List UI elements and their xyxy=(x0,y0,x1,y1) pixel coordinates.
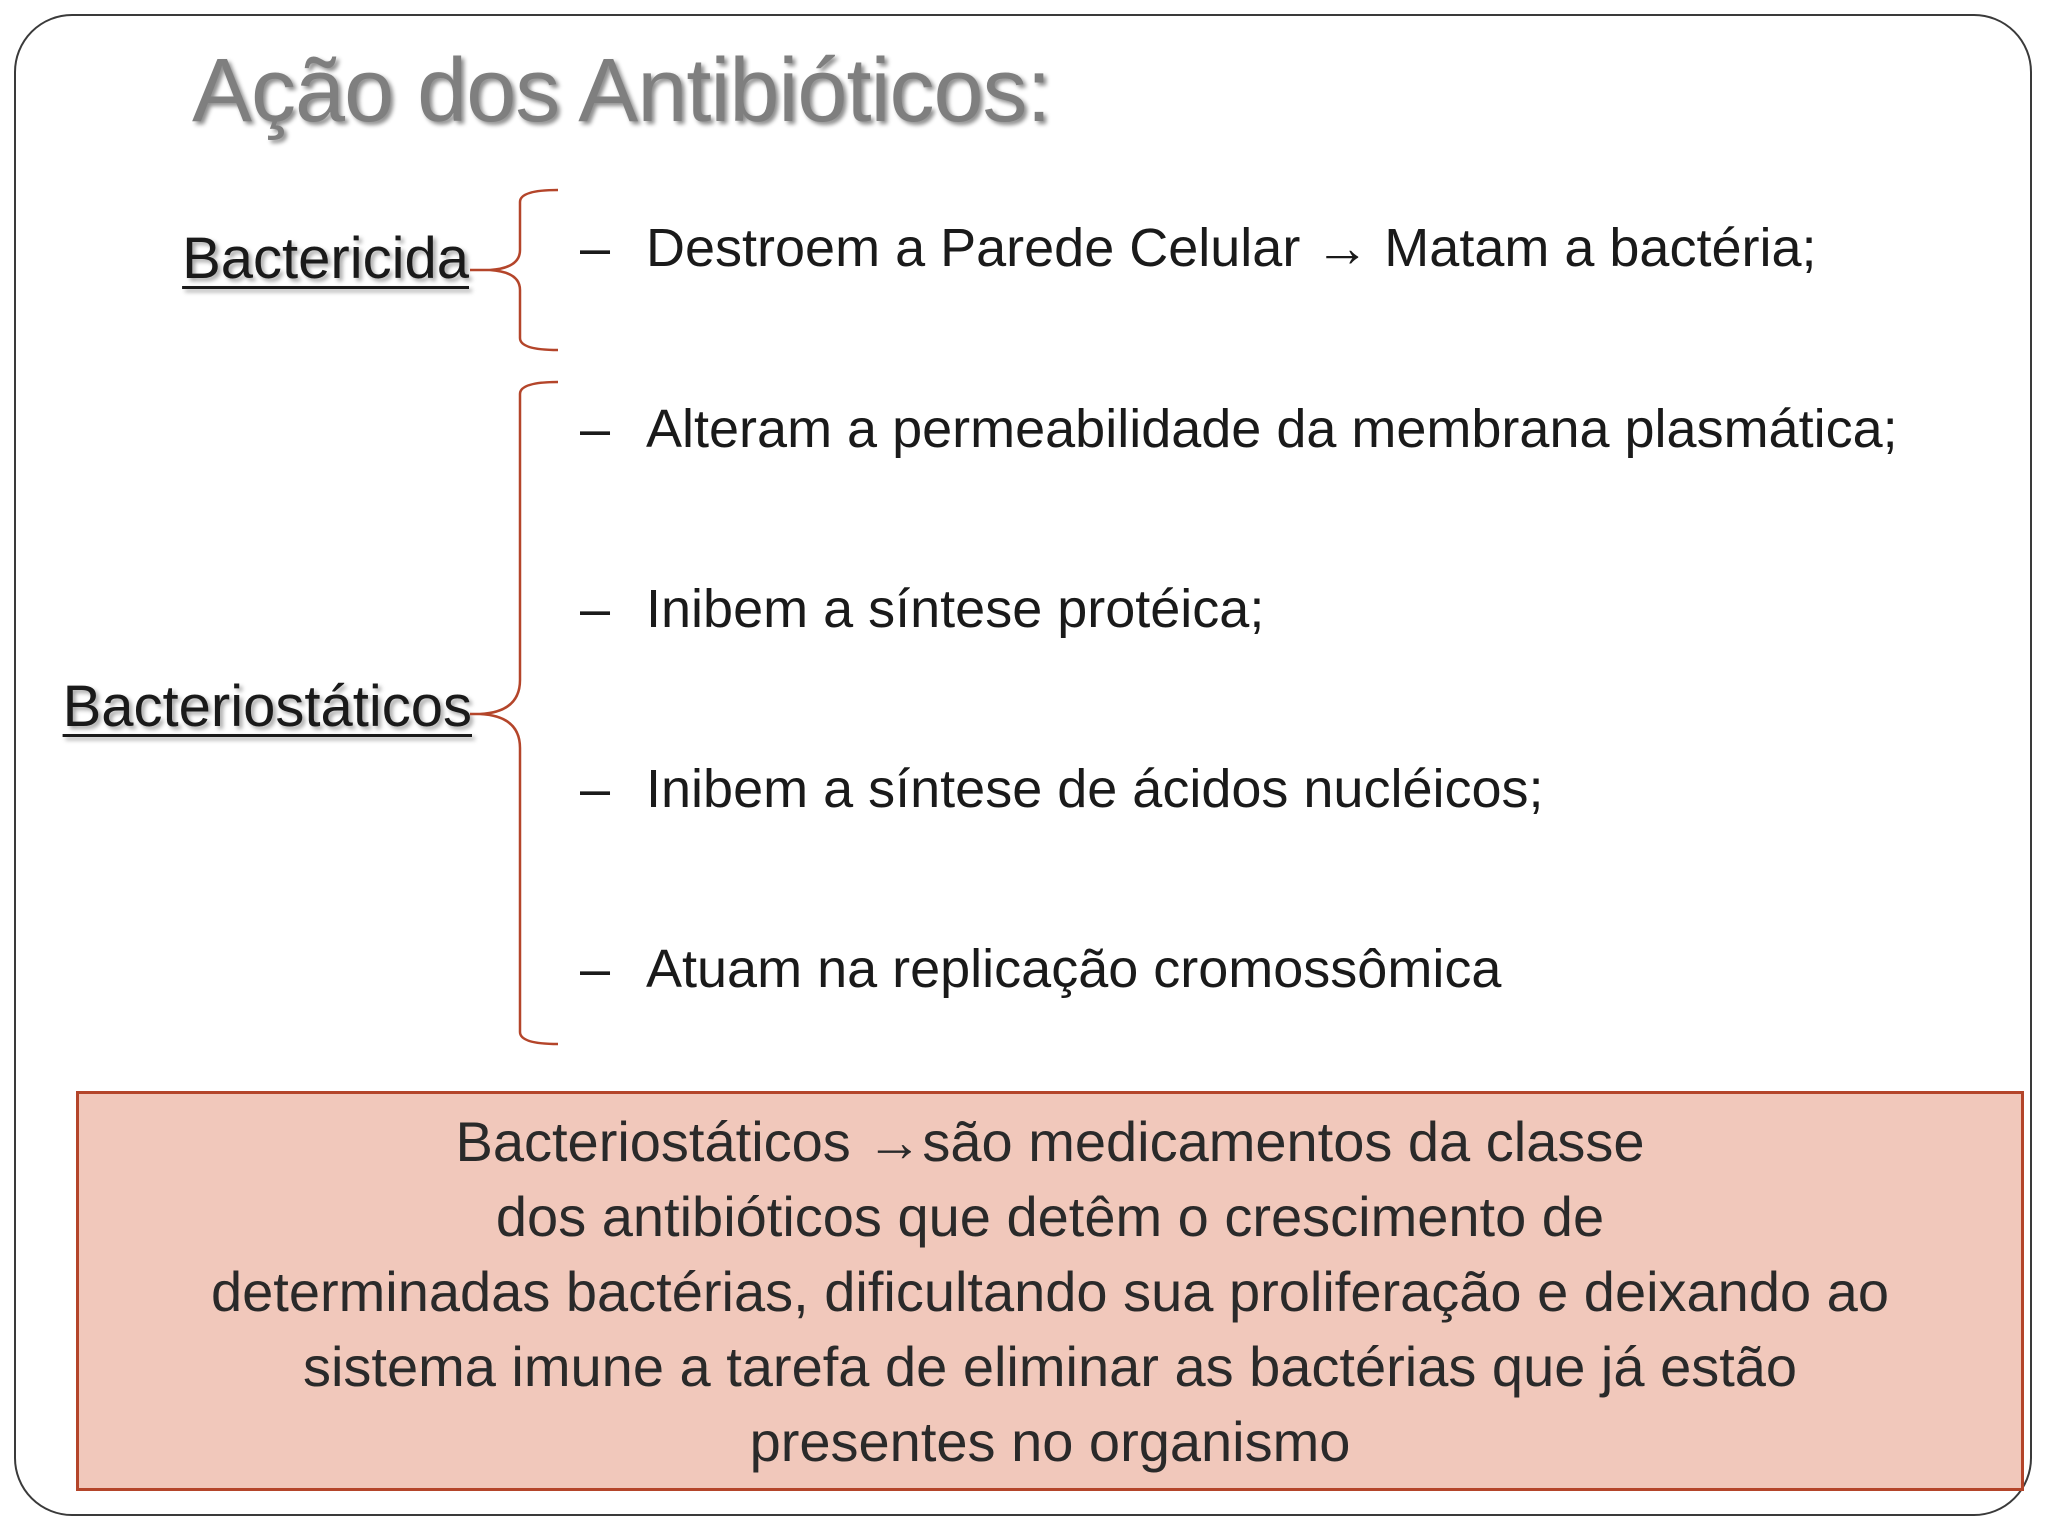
bullet-text: Inibem a síntese protéica; xyxy=(646,579,1265,639)
bullet-dash: – xyxy=(580,399,611,459)
bullet-item xyxy=(580,937,1501,1002)
bullet-dash: – xyxy=(580,218,611,278)
bullet-text: Inibem a síntese de ácidos nucléicos; xyxy=(646,759,1544,819)
bullet-item xyxy=(580,397,1898,462)
category-bacteriostaticos: Bacteriostáticos xyxy=(62,674,472,739)
category-bactericida: Bactericida xyxy=(182,226,469,291)
definition-line: Bacteriostáticos →são medicamentos da classe xyxy=(455,1109,1645,1173)
bullet-item xyxy=(580,577,1264,642)
brace-bactericida xyxy=(490,190,558,350)
definition-line: presentes no organismo xyxy=(749,1409,1351,1473)
slide-title: Ação dos Antibióticos: xyxy=(192,41,1051,141)
brace-group xyxy=(470,180,570,1060)
definition-line: determinadas bactérias, dificultando sua proliferação e deixando ao xyxy=(211,1259,1889,1323)
bullet-dash: – xyxy=(580,579,611,639)
bullet-dash: – xyxy=(580,759,611,819)
definition-line: dos antibióticos que detêm o crescimento de xyxy=(495,1184,1605,1248)
bullet-dash: – xyxy=(580,939,611,999)
bullet-item xyxy=(580,216,1817,281)
brace-bacteriostaticos xyxy=(480,382,558,1044)
bullet-text: Atuam na replicação cromossômica xyxy=(646,939,1502,999)
bullet-text: Destroem a Parede Celular → Matam a bactéria; xyxy=(646,218,1817,278)
definition-line: sistema imune a tarefa de eliminar as bactérias que já estão xyxy=(302,1334,1798,1398)
bullet-item xyxy=(580,757,1544,822)
definition-box xyxy=(76,1091,2024,1491)
bullet-text: Alteram a permeabilidade da membrana plasmática; xyxy=(646,399,1898,459)
